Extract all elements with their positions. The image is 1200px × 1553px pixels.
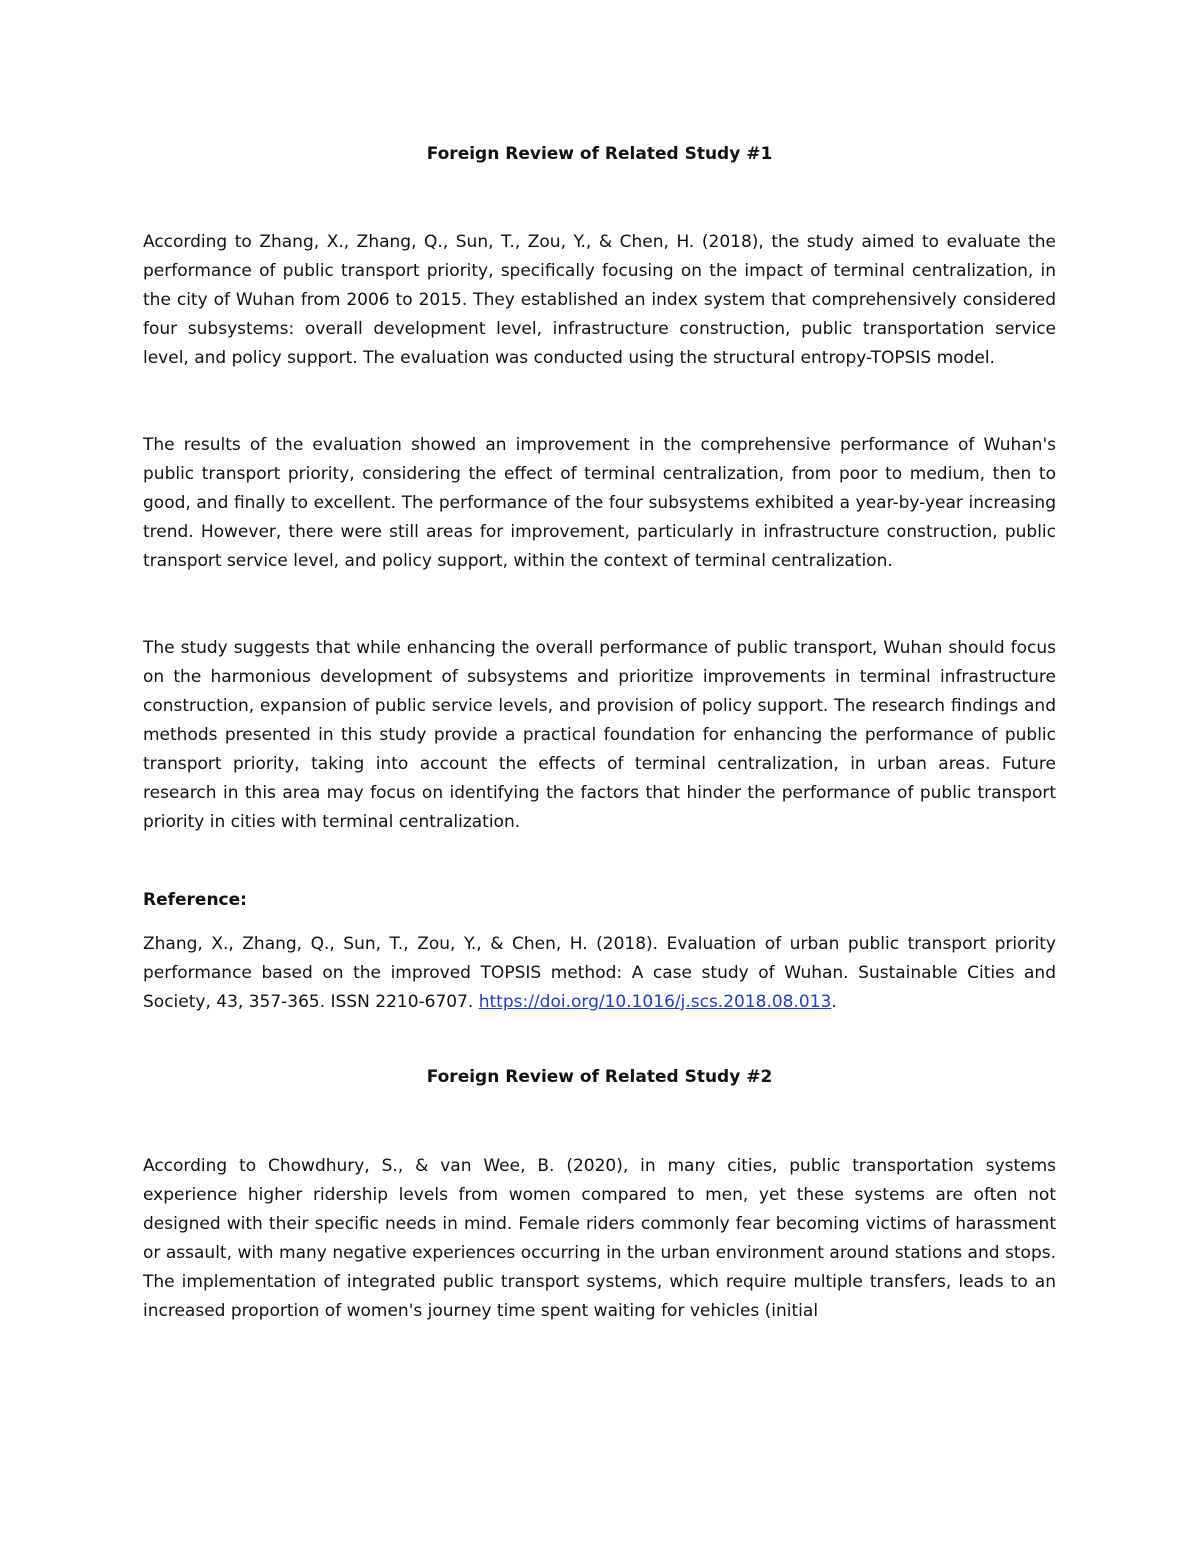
study2-heading: Foreign Review of Related Study #2	[426, 1067, 773, 1087]
reference-doi-link[interactable]: https://doi.org/10.1016/j.scs.2018.08.013	[478, 992, 832, 1012]
study1-heading: Foreign Review of Related Study #1	[426, 144, 773, 164]
study1-paragraph-2: The results of the evaluation showed an improvement in the comprehensive performance of Wuhan's public transport priority, considering the effect of terminal centralization, from poor to medium, then to good, and finally to excellent. The performance of the four subsystems exhibited a year-by-year increasing trend. However, there were still areas for improvement, particularly in infrastructure construction, public transport service level, and policy support, within the context of terminal centralization.	[143, 435, 1056, 571]
study1-paragraph-3: The study suggests that while enhancing the overall performance of public transport, Wuhan should focus on the harmonious development of subsystems and prioritize improvements in terminal infrastructure construction, expansion of public service levels, and provision of policy support. The research findings and methods presented in this study provide a practical foundation for enhancing the performance of public transport priority, taking into account the effects of terminal centralization, in urban areas. Future research in this area may focus on identifying the factors that hinder the performance of public transport priority in cities with terminal centralization.	[143, 638, 1056, 832]
reference-citation	[143, 930, 1056, 1017]
study1-paragraph-1: According to Zhang, X., Zhang, Q., Sun, T., Zou, Y., & Chen, H. (2018), the study aimed to evaluate the performance of public transport priority, specifically focusing on the impact of terminal centralization, in the city of Wuhan from 2006 to 2015. They established an index system that comprehensively considered four subsystems: overall development level, infrastructure construction, public transportation service level, and policy support. The evaluation was conducted using the structural entropy-TOPSIS model.	[143, 232, 1056, 368]
document-page	[143, 140, 1056, 1326]
reference-title: Reference:	[143, 890, 247, 910]
reference-text: Zhang, X., Zhang, Q., Sun, T., Zou, Y., & Chen, H. (2018). Evaluation of urban public transport priority performance based on the improved TOPSIS method: A case study of Wuhan. Sustainable Cities and Society, 43, 357-365. ISSN 2210-6707.	[143, 934, 1056, 1012]
study2-paragraph-1: According to Chowdhury, S., & van Wee, B. (2020), in many cities, public transportation systems experience higher ridership levels from women compared to men, yet these systems are often not designed with their specific needs in mind. Female riders commonly fear becoming victims of harassment or assault, with many negative experiences occurring in the urban environment around stations and stops. The implementation of integrated public transport systems, which require multiple transfers, leads to an increased proportion of women's journey time spent waiting for vehicles (initial	[143, 1156, 1056, 1321]
reference-trailing: .	[831, 992, 837, 1012]
